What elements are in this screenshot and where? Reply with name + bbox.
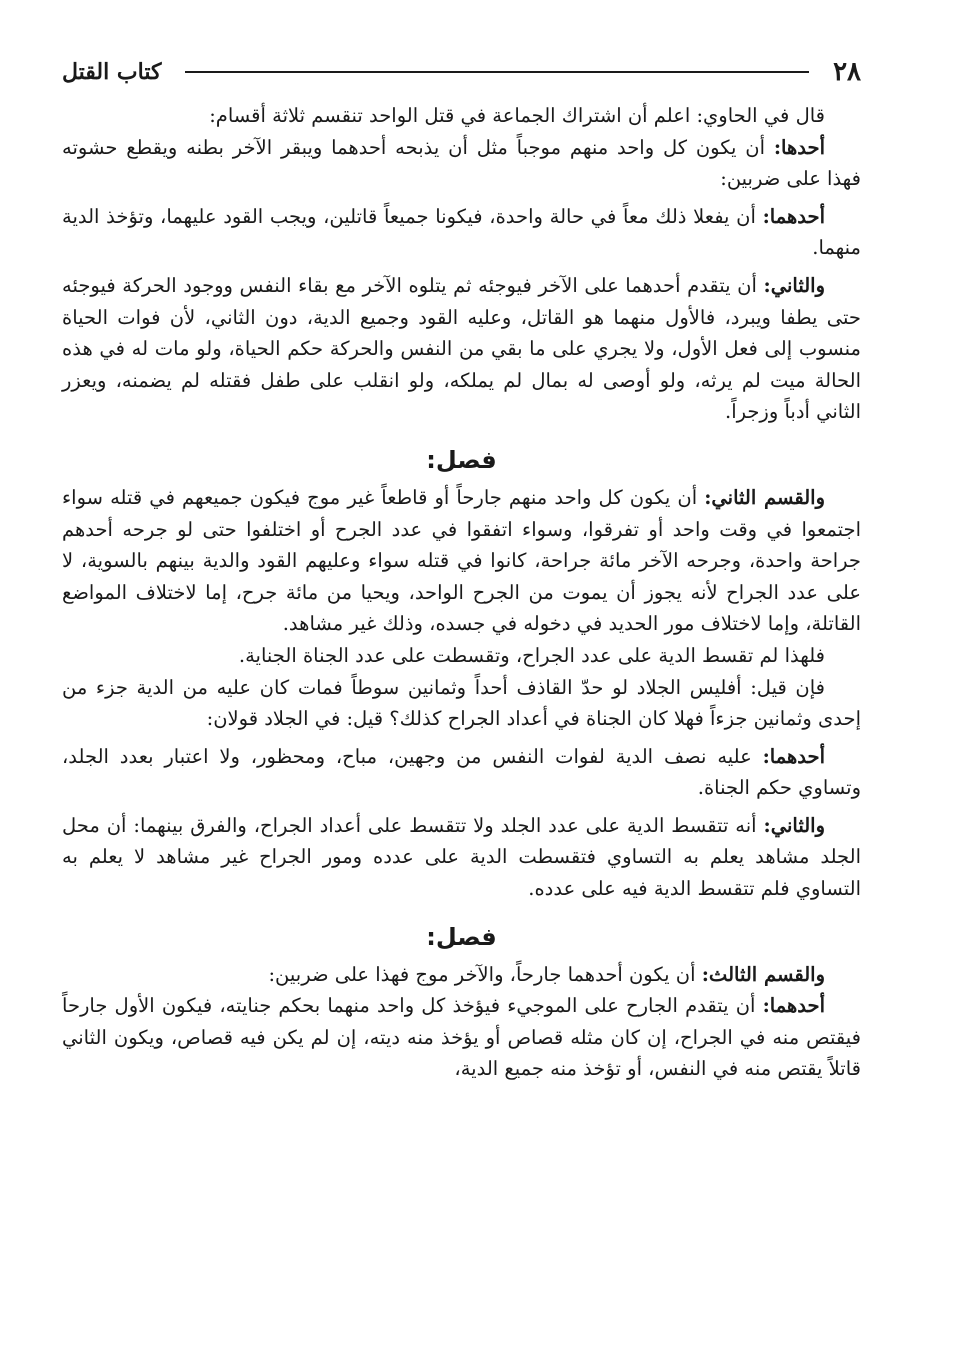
paragraph-lead: أحدهما: bbox=[762, 994, 825, 1018]
paragraph bbox=[62, 100, 861, 132]
paragraph-text: أن يفعلا ذلك معاً في حالة واحدة، فيكونا جميعاً قاتلين، ويجب القود عليهما، وتؤخذ الدية منهما. bbox=[62, 204, 861, 260]
paragraph-lead: أحدهما: bbox=[762, 744, 825, 768]
paragraph-text: فلهذا لم تقسط الدية على عدد الجراح، وتقسطت على عدد الجناة الجناية. bbox=[238, 643, 825, 667]
paragraph-text: أن يتقدم أحدهما على الآخر فيوجئه ثم يتلوه الآخر مع بقاء النفس ووجود الحركة فيوجئه حتى يطفا ويبرد، فالأول منهما هو القاتل، وعليه القود وجميع الدية، دون الثاني، لأن فوات الحياة منسوب إلى فعل الأول، ولا يجري على ما بقي من النفس والحركة حكم الحياة، ولو مات له في هذه الحالة ميت لم يرثه، ولو أوصى له بمال لم يملكه، ولو انقلب على طفل فقتله لم يضمنه، ويعزر الثاني أدباً وزجراً. bbox=[62, 273, 861, 424]
paragraph bbox=[62, 810, 861, 905]
paragraph bbox=[62, 741, 861, 804]
section-heading: فصل: bbox=[426, 922, 497, 951]
paragraph-lead: والقسم الثاني: bbox=[704, 485, 825, 509]
paragraph-lead: أحدهما: bbox=[762, 204, 825, 228]
paragraph-lead: والثاني: bbox=[763, 273, 825, 297]
paragraph-text: أن يكون أحدهما جارحاً، والآخر موج فهذا على ضربين: bbox=[268, 962, 702, 986]
paragraph bbox=[62, 270, 861, 428]
header-rule bbox=[185, 71, 809, 73]
paragraph bbox=[62, 672, 861, 735]
book-title: كتاب القتل bbox=[62, 59, 162, 85]
page-number: ٢٨ bbox=[833, 57, 861, 87]
paragraph-lead: والثاني: bbox=[763, 813, 825, 837]
paragraph-text: قال في الحاوي: اعلم أن اشتراك الجماعة في قتل الواحد تنقسم ثلاثة أقسام: bbox=[209, 104, 825, 127]
paragraph bbox=[62, 482, 861, 640]
paragraph bbox=[62, 959, 861, 991]
paragraph-text: أن يكون كل واحد منهم موجباً مثل أن يذبحه أحدهما ويبقر الآخر بطنه ويقطع حشوته فهذا على ضربين: bbox=[62, 135, 861, 191]
paragraph-text: فإن قيل: أفليس الجلاد لو حدّ القاذف أحداً وثمانين سوطاً فمات كان عليه من الدية جزء من إحدى وثمانين جزءاً فهلا كان الجناة في أعداد الجراح كذلك؟ قيل: في الجلاد قولان: bbox=[62, 675, 861, 731]
paragraph-lead: والقسم الثالث: bbox=[701, 962, 825, 986]
paragraph-text: أن يتقدم الجارح على الموجيء فيؤخذ كل واحد منهما بحكم جنايته، فيكون الأول جارحاً فيقتص منه في الجراح، إن كان مثله قصاص أو يؤخذ منه ديته، إن لم يكن فيه قصاص، ويكون الثاني قاتلاً يقتص منه في النفس، أو تؤخذ منه جميع الدية، bbox=[62, 994, 861, 1081]
page-header bbox=[62, 52, 861, 92]
paragraph bbox=[62, 201, 861, 264]
paragraph-text: أن يكون كل واحد منهم جارحاً أو قاطعاً غير موج فيكون جميعهم في قتله سواء اجتمعوا في وقت واحد أو تفرقوا، وسواء اتفقوا في عدد الجرح أو اختلفوا حتى لو جرحه أحدهم جراحة واحدة، وجرحه الآخر مائة جراحة، كانوا في قتله سواء وعليهم القود والدية بينهم بالسوية، لا على عدد الجراح لأنه يجوز أن يموت من الجرح الواحد، ويحيا من مائة جرح، إما لاختلاف المواضع القاتلة، وإما لاختلاف مور الحديد في دخوله في جسده، وذلك غير مشاهد. bbox=[62, 485, 861, 636]
paragraph-text: عليه نصف الدية لفوات النفس من وجهين، مباح، ومحظور، ولا اعتبار بعدد الجلد، وتساوي حكم الجناة. bbox=[62, 744, 861, 800]
paragraph-lead: أحدها: bbox=[773, 135, 825, 159]
paragraph bbox=[62, 640, 861, 672]
paragraph bbox=[62, 990, 861, 1085]
paragraph bbox=[62, 132, 861, 195]
section-heading: فصل: bbox=[426, 445, 497, 474]
paragraph-text: أنه تتقسط الدية على عدد الجلد ولا تتقسط على أعداد الجراح، والفرق بينهما: أن محل الجلد مشاهد يعلم به التساوي فتقسطت الدية على عدده ومور الجراح غير مشاهد لا يعلم به التساوي فلم تتقسط الدية فيه على عدده. bbox=[62, 813, 861, 901]
